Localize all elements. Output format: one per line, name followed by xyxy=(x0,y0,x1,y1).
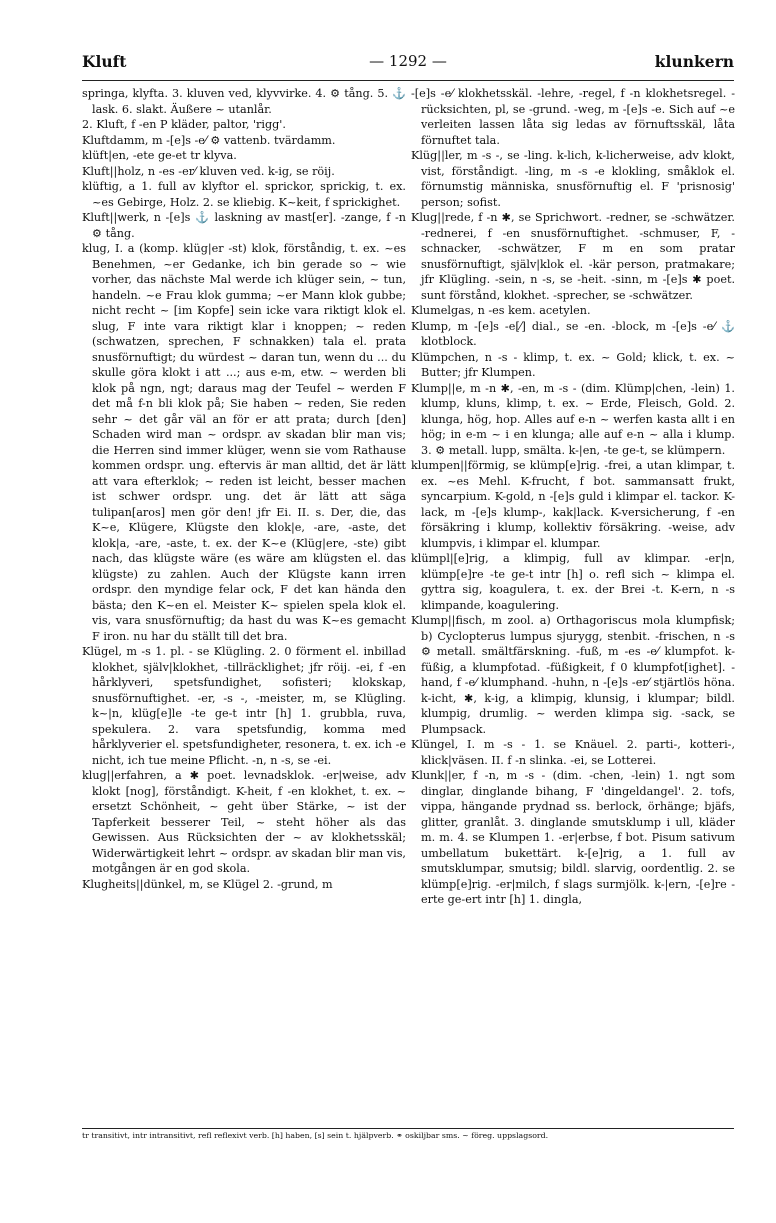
left-column xyxy=(82,86,406,892)
page-number: — 1292 — xyxy=(369,52,447,70)
entry-kluftwerk: Kluft||werk, n -[e]s ⚓ laskning av mast[er]. -zange, f -n ⚙ tång. xyxy=(82,211,406,240)
left-guide-word: Kluft xyxy=(82,52,127,71)
right-guide-word: klunkern xyxy=(654,52,734,71)
entry-klugheitsduenkel: Klugheits||dünkel, m, se Klügel 2. -grund, m xyxy=(82,877,333,891)
entry-kluengel: Klüngel, I. m -s - 1. se Knäuel. 2. parti-, kotteri-, klick|väsen. II. f -n slinka. -ei, se Lotterei. xyxy=(411,738,735,767)
entry-klunker: Klunk||er, f -n, m -s - (dim. -chen, -lein) 1. ngt som dinglar, dinglande bihang, F 'dingeldangel'. 2. tofs, vippa, hängande prydnad ss. berlock, örhänge; bjäfs, glitter, granlåt. 3. dinglande smutsklump i ull, kläder m. m. 4. se Klumpen 1. -er|erbse, f bot. Pisum sativum umbellatum bukettärt. k-[e]rig, a 1. full av smutsklumpar, smutsig; bildl. slarvig, oordentlig. 2. se klümp[e]rig. -er|milch, f slags surmjölk. k-|ern, -[e]re -erte ge-ert intr [h] 1. dingla, xyxy=(411,769,735,906)
footer-rule xyxy=(82,1128,734,1129)
entry-kluemplerig: klümpl|[e]rig, a klimpig, full av klimpar. -er|n, klümp[e]re -te ge-t intr [h] o. refl sich ~ klimpa el. gyttra sig, koagulera, t. ex. der Brei -t. K-ern, n -s klimpande, koagulering. xyxy=(411,552,735,612)
entry-klumpenfoermig: klumpen||förmig, se klümp[e]rig. -frei, a utan klimpar, t. ex. ~es Mehl. K-frucht, f bot. sammansatt frukt, syncarpium. K-gold, n -[e]s guld i klimpar el. tackor. K-lack, m -[e]s klump-, kak|lack. K-versicherung, f -en försäkring i klump, kollektiv försäkring. -weise, adv klumpvis, i klimpar el. klumpar. xyxy=(411,459,735,550)
header-rule xyxy=(82,80,734,81)
right-column xyxy=(411,86,735,908)
page-header xyxy=(82,52,734,78)
entry-klumelgas: Klumelgas, n -es kem. acetylen. xyxy=(411,304,591,317)
abbreviation-key-footer: tr transitivt, intr intransitivt, refl reflexivt verb. [h] haben, [s] sein t. hjälpverb. ⚭ oskiljbar sms. ~ föreg. uppslagsord. xyxy=(82,1131,549,1140)
entry-kluempchen: Klümpchen, n -s - klimp, t. ex. ~ Gold; klick, t. ex. ~ Butter; jfr Klumpen. xyxy=(411,350,735,379)
entry-klumpe: Klump||e, m -n ✱, -en, m -s - (dim. Klümp|chen, -lein) 1. klump, kluns, klimp, t. ex. ~ Erde, Fleisch, Gold. 2. klunga, hög, hop. Alles auf e-n ~ werfen kasta allt i en hög; in e-m ~ i en klunga; alle auf e-n ~ alla i klump. 3. ⚙ metall. lupp, smälta. k-|en, -te ge-t, se klümpern. xyxy=(411,381,735,457)
entry-klumpfisch: Klump||fisch, m zool. a) Orthagoriscus mola klumpfisk; b) Cyclopterus lumpus sjurygg, stenbit. -frischen, n -s ⚙ metall. smältfärskning. -fuß, m -es -e⁄ klumpfot. k-füßig, a klumpfotad. -füßigkeit, f 0 klumpfot[ighet]. -hand, f -e⁄ klumphand. -huhn, n -[e]s -er⁄ stjärtlös höna. k-icht, ✱, k-ig, a klimpig, klunsig, i klumpar; bildl. klumpig, drumlig. ~ werden klimpa sig. -sack, se Plumpsack. xyxy=(411,614,735,736)
entry-klump: Klump, m -[e]s -e[⁄] dial., se -en. -block, m -[e]s -e⁄ ⚓ klotblock. xyxy=(411,319,735,348)
entry-klugrede: Klug||rede, f -n ✱, se Sprichwort. -redner, se -schwätzer. -rednerei, f -en snusförnuftighet. -schmuser, F, -schnacker, -schwätzer, F m en som pratar snusförnuftigt, själv|klok el. -kär person, pratmakare; jfr Klügling. -sein, n -s, se -heit. -sinn, m -[e]s ✱ poet. sunt förstånd, klokhet. -sprecher, se -schwätzer. xyxy=(411,211,735,302)
entry-klugerfahren: klug||erfahren, a ✱ poet. levnadsklok. -er|weise, adv klokt [nog], förståndigt. K-heit, f -en klokhet, t. ex. ~ ersetzt Schönheit, ~ geht über Stärke, ~ ist der Tapferkeit besserer Teil, ~ steht höher als das Gewissen. Aus Rücksichten der ~ av klokhetsskäl; Widerwärtigkeit lehrt ~ ordspr. av skadan blir man vis, motgången är en god skola. xyxy=(82,769,406,875)
entry-kluegel: Klügel, m -s 1. pl. - se Klügling. 2. 0 förment el. inbillad klokhet, själv|klokhet, -tillräcklighet; jfr röij. -ei, f -en hårklyveri, spetsfundighet, sofisteri; klokskap, snusförnuftighet. -er, -s -, -meister, m, se Klügling. k~|n, klüg[e]le -te ge-t intr [h] 1. grubbla, ruva, spekulera. 2. vara spetsfundig, komma med hårklyverier el. spetsfundigheter, resonera, t. ex. ich -e nicht, ich tue meine Pflicht. -n, n -s, se -ei. xyxy=(82,645,406,767)
entry-kluegler: Klüg||ler, m -s -, se -ling. k-lich, k-licherweise, adv klokt, vist, förståndigt. -ling, m -s -e klokling, småklok el. förnumstig människa, snusförnuftig el. F 'prisnosig' person; sofist. xyxy=(411,149,735,209)
entry-kluftholz: Kluft||holz, n -es -er⁄ kluven ved. k-ig, se röij. xyxy=(82,164,335,178)
entry-klug: klug, I. a (komp. klüg|er -st) klok, förståndig, t. ex. ~es Benehmen, ~er Gedanke, ich bin gerade so ~ wie vorher, das nächste Mal werde ich klüger sein, ~ tun, handeln. ~e Frau klok gumma; ~er Mann klok gubbe; nicht recht ~ [im Kopfe] sein icke vara riktigt klok el. slug, F inte vara riktigt klar i knoppen; ~ reden (schwatzen, sprechen, F schnakken) tala el. prata snusförnuftigt; du würdest ~ daran tun, wenn du ... du skulle göra klokt i att ...; aus e-m, etw. ~ werden bli klok på ngn, ngt; daraus mag der Teufel ~ werden F det må f-n bli klok på; Sie haben ~ reden, Sie reden sehr ~ det går väl an för er att prata; durch [den] Schaden wird man ~ ordspr. av skadan blir man vis; die Herren sind immer klüger, wenn sie vom Rathause kommen ordspr. ung. eftervis är man alltid, det är lätt att vara efterklok; ~ reden ist leicht, besser machen ist schwer ordspr. ung. det är lätt att säga tulipan[aros] men gör den! jfr Ei. II. s. Der, die, das K~e, Klügere, Klügste den klok|e, -are, -aste, det klok|a, -are, -aste, t. ex. der K~e (Klüg|ere, -ste) gibt nach, das klügste wäre (es wäre am klügsten el. das klügste) zu zahlen. Auch der Klügste kann irren ordspr. den myndige felar ock, F det kan hända den bästa; den K~en el. Meister K~ spielen spela klok el. vis, vara snusförnuftig; da hast du was K~es gemacht F iron. nu har du ställt till det bra. xyxy=(82,242,406,643)
entry-continuation: springa, klyfta. 3. kluven ved, klyvvirke. 4. ⚙ tång. 5. ⚓ lask. 6. slakt. Äußere ~ utanlår. xyxy=(82,87,406,116)
entry-continuation-right: -[e]s -e⁄ klokhetsskäl. -lehre, -regel, f -n klokhetsregel. -rücksichten, pl, se -grund. -weg, m -[e]s -e. Sich auf ~e verleiten lassen låta sig ledas av förnuftsskäl, låta förnuftet tala. xyxy=(411,87,735,147)
entry-klueftig: klüftig, a 1. full av klyftor el. sprickor, sprickig, t. ex. ~es Gebirge, Holz. 2. se kliebig. K~keit, f sprickighet. xyxy=(82,180,406,209)
entry-kluftdamm: Kluftdamm, m -[e]s -e⁄ ⚙ vattenb. tvärdamm. xyxy=(82,133,336,147)
entry-kluft-2: 2. Kluft, f -en P kläder, paltor, 'rigg'. xyxy=(82,118,286,131)
entry-klueften: klüft|en, -ete ge-et tr klyva. xyxy=(82,149,237,162)
